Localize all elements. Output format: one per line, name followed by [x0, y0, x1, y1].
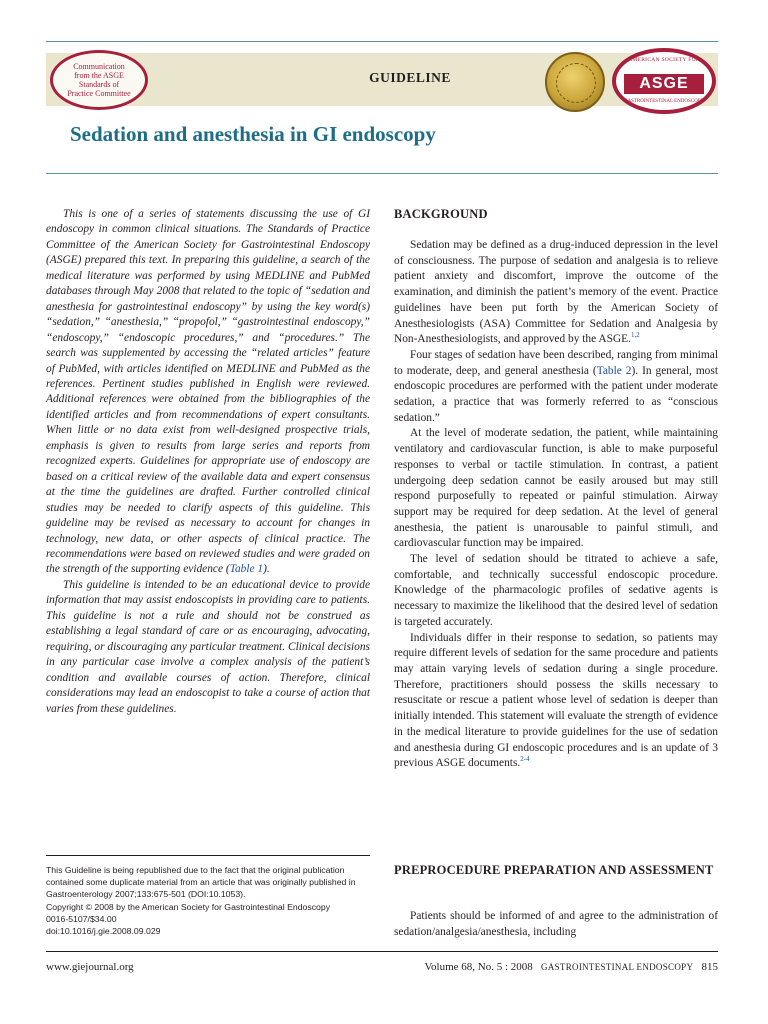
asge-logo-ring-top: AMERICAN SOCIETY FOR: [628, 57, 700, 63]
background-p5-text: Individuals differ in their response to sedation, so patients may require different levels of sedation for the same procedure and patients may attain varying levels of sedation during a single procedure. Therefore, practitioners should possess the skills necessary to resuscitate or rescue a patient whose level of sedation is deeper than initially intended. This statement will evaluate the strength of evidence in the medical literature to provide guidelines for the use of sedation and anesthesia during GI endoscopic procedures and is an update of 3 previous ASGE documents.: [394, 631, 718, 770]
abstract-paragraph-1: [46, 207, 370, 578]
abstract: [46, 207, 370, 717]
preprocedure-section: [394, 909, 718, 940]
footnote-rule: [46, 855, 370, 856]
asge-logo-ring-bottom: GASTROINTESTINAL ENDOSCOPY: [623, 99, 705, 104]
page-footer-citation: [425, 961, 719, 973]
preprocedure-heading: PREPROCEDURE PREPARATION AND ASSESSMENT: [394, 863, 714, 877]
abstract-paragraph-2: This guideline is intended to be an educational device to provide information that may assist endoscopists in providing care to patients. This guideline is not a rule and should not be construed as establishing a legal standard of care or as encouraging, advocating, requiring, or discouraging any particular treatment. Clinical decisions in any particular case involve a complex analysis of the patient’s condition and available courses of action. Therefore, clinical considerations may lead an endoscopist to take a course of action that varies from these guidelines.: [46, 578, 370, 715]
footnote-copyright: Copyright © 2008 by the American Society for Gastrointestinal Endoscopy: [46, 901, 331, 912]
table-2-link[interactable]: Table 2: [596, 364, 632, 377]
asge-wordmark: ASGE: [624, 74, 704, 94]
reference-2-4[interactable]: 2-4: [520, 755, 530, 764]
committee-seal-text: Communication from the ASGE Standards of Practice Committee: [67, 62, 131, 98]
background-heading: BACKGROUND: [394, 207, 488, 221]
background-paragraph-2: [394, 348, 718, 427]
background-paragraph-5: [394, 631, 718, 772]
background-section: [394, 238, 718, 772]
abstract-p1-text: This is one of a series of statements discussing the use of GI endoscopy in common clinical situations. The Standards of Practice Committee of the American Society for Gastrointestinal Endoscopy (ASGE) prepared this text. In preparing this guideline, a search of the medical literature was performed by using MEDLINE and PubMed databases through May 2008 that related to the topic of “sedation and anesthesia for gastrointestinal endoscopy” by using the key word(s) “sedation,” “anesthesia,” “propofol,” “gastrointestinal endoscopy,” “endoscopy,” “endoscopic procedures,” and “procedures.” The search was supplemented by accessing the “related articles” feature of PubMed, with articles identified on MEDLINE and PubMed as the references. Pertinent studies published in English were reviewed. Additional references were obtained from the bibliographies of the identified articles and from recommendations of expert consultants. When little or no data exist from well-designed prospective trials, emphasis is given to results from large series and reports from recognized experts. Guidelines for appropriate use of endoscopy are based on a critical review of the available data and expert consensus at the time the guidelines are drafted. Further controlled clinical studies may be needed to clarify aspects of this guideline. This guideline may be revised as necessary to account for changes in technology, new data, or other aspects of clinical practice. The recommendations were based on reviewed studies and were graded on the strength of the supporting evidence (: [46, 208, 370, 576]
gold-seal-icon: [545, 52, 605, 112]
page-title: Sedation and anesthesia in GI endoscopy: [70, 122, 436, 146]
journal-website: www.giejournal.org: [46, 961, 134, 973]
background-p1-text: Sedation may be defined as a drug-induced depression in the level of consciousness. The purpose of sedation and analgesia is to relieve patient anxiety and discomfort, improve the outcome of the examination, and diminish the patient’s memory of the event. Practice guidelines have been put forth by the American Society of Anesthesiologists (ASA) Committee for Sedation and Analgesia by Non-Anesthesiologists, and approved by the ASGE.: [394, 239, 718, 346]
abstract-p1-end: ).: [263, 563, 270, 576]
page-number: 815: [701, 961, 718, 973]
top-rule: [46, 41, 718, 42]
background-paragraph-1: [394, 238, 718, 348]
asge-logo: [612, 48, 716, 114]
background-paragraph-4: The level of sedation should be titrated to achieve a safe, comfortable, and technically successful endoscopic procedure. Knowledge of the pharmacologic profiles of sedative agents is necessary to maximize the likelihood that the desired level of sedation is targeted accurately.: [394, 553, 718, 628]
footer-rule: [46, 951, 718, 952]
preprocedure-paragraph-1: Patients should be informed of and agree to the administration of sedation/analgesia/anesthesia, including: [394, 910, 718, 938]
background-p2-end: ). In general, most endoscopic procedures are performed with the patient under moderate sedation, a practice that was formerly referred to as “conscious sedation.”: [394, 364, 718, 424]
footnote-doi: doi:10.1016/j.gie.2008.09.029: [46, 926, 161, 937]
volume-info: Volume 68, No. 5 : 2008: [424, 961, 533, 973]
title-rule: [46, 173, 718, 174]
footnote: [46, 864, 370, 937]
journal-name: GASTROINTESTINAL ENDOSCOPY: [541, 962, 694, 972]
section-label: GUIDELINE: [369, 70, 451, 85]
reference-1-2[interactable]: 1,2: [630, 331, 640, 340]
footnote-republication-note: This Guideline is being republished due to the fact that the original publication contained some duplicate material from an article that was originally published in Gastroenterology 2007;133:675-501 (DOI:10.1053).: [46, 865, 356, 900]
standards-committee-seal: [50, 50, 148, 110]
background-paragraph-3: At the level of moderate sedation, the patient, while maintaining ventilatory and cardiovascular function, is able to make purposeful responses to verbal or tactile stimulation. In contrast, a patient undergoing deep sedation cannot be easily aroused but may still respond purposefully to repeated or painful stimulation. Airway support may be required for deep sedation. At the level of general anesthesia, the patient is unarousable to painful stimuli, and cardiovascular function may be impaired.: [394, 427, 718, 550]
table-1-link[interactable]: Table 1: [229, 563, 264, 576]
footnote-issn: 0016-5107/$34.00: [46, 913, 117, 924]
background-p2-text: Four stages of sedation have been described, ranging from minimal to moderate, deep, and general anesthesia (: [394, 348, 718, 377]
